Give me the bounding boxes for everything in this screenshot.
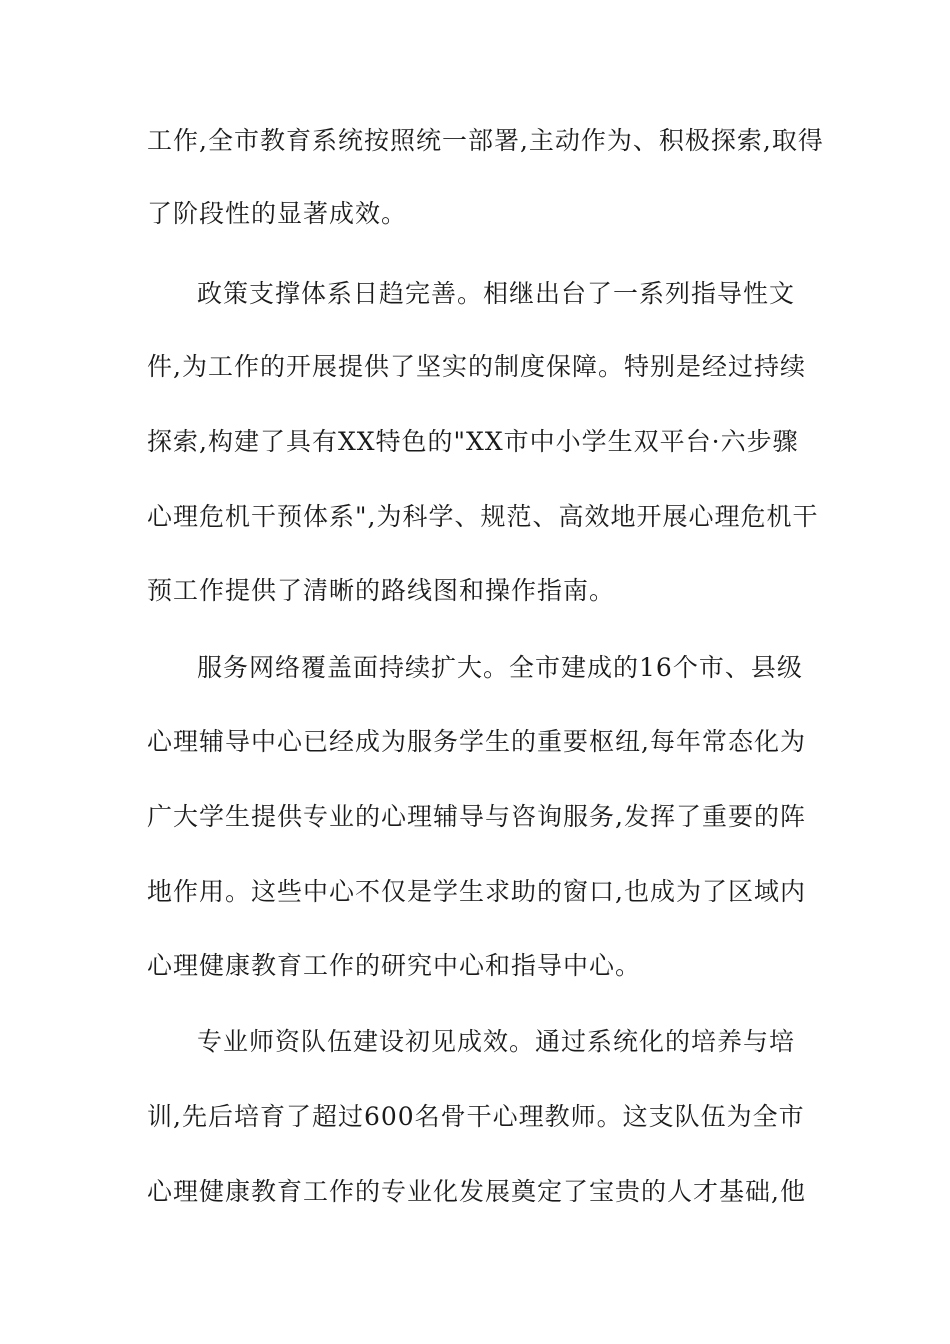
text-line: 件,为工作的开展提供了坚实的制度保障。特别是经过持续 bbox=[147, 352, 806, 381]
text-line: 了阶段性的显著成效。 bbox=[147, 199, 408, 228]
text-line: 地作用。这些中心不仅是学生求助的窗口,也成为了区域内 bbox=[147, 877, 806, 906]
paragraph-start-line: 政策支撑体系日趋完善。相继出台了一系列指导性文 bbox=[197, 279, 796, 308]
text-line: 心理危机干预体系",为科学、规范、高效地开展心理危机干 bbox=[147, 502, 819, 531]
text-line: 探索,构建了具有XX特色的"XX市中小学生双平台·六步骤 bbox=[147, 427, 799, 456]
text-line: 预工作提供了清晰的路线图和操作指南。 bbox=[147, 576, 616, 605]
paragraph-start-line: 服务网络覆盖面持续扩大。全市建成的16个市、县级 bbox=[197, 653, 803, 682]
text-line: 训,先后培育了超过600名骨干心理教师。这支队伍为全市 bbox=[147, 1102, 805, 1131]
text-line: 心理健康教育工作的研究中心和指导中心。 bbox=[147, 951, 642, 980]
paragraph-start-line: 专业师资队伍建设初见成效。通过系统化的培养与培 bbox=[197, 1027, 796, 1056]
text-line: 心理健康教育工作的专业化发展奠定了宝贵的人才基础,他 bbox=[147, 1177, 806, 1206]
text-line: 广大学生提供专业的心理辅导与咨询服务,发挥了重要的阵 bbox=[147, 802, 806, 831]
text-line: 工作,全市教育系统按照统一部署,主动作为、积极探索,取得 bbox=[147, 126, 824, 155]
text-line: 心理辅导中心已经成为服务学生的重要枢纽,每年常态化为 bbox=[147, 727, 806, 756]
